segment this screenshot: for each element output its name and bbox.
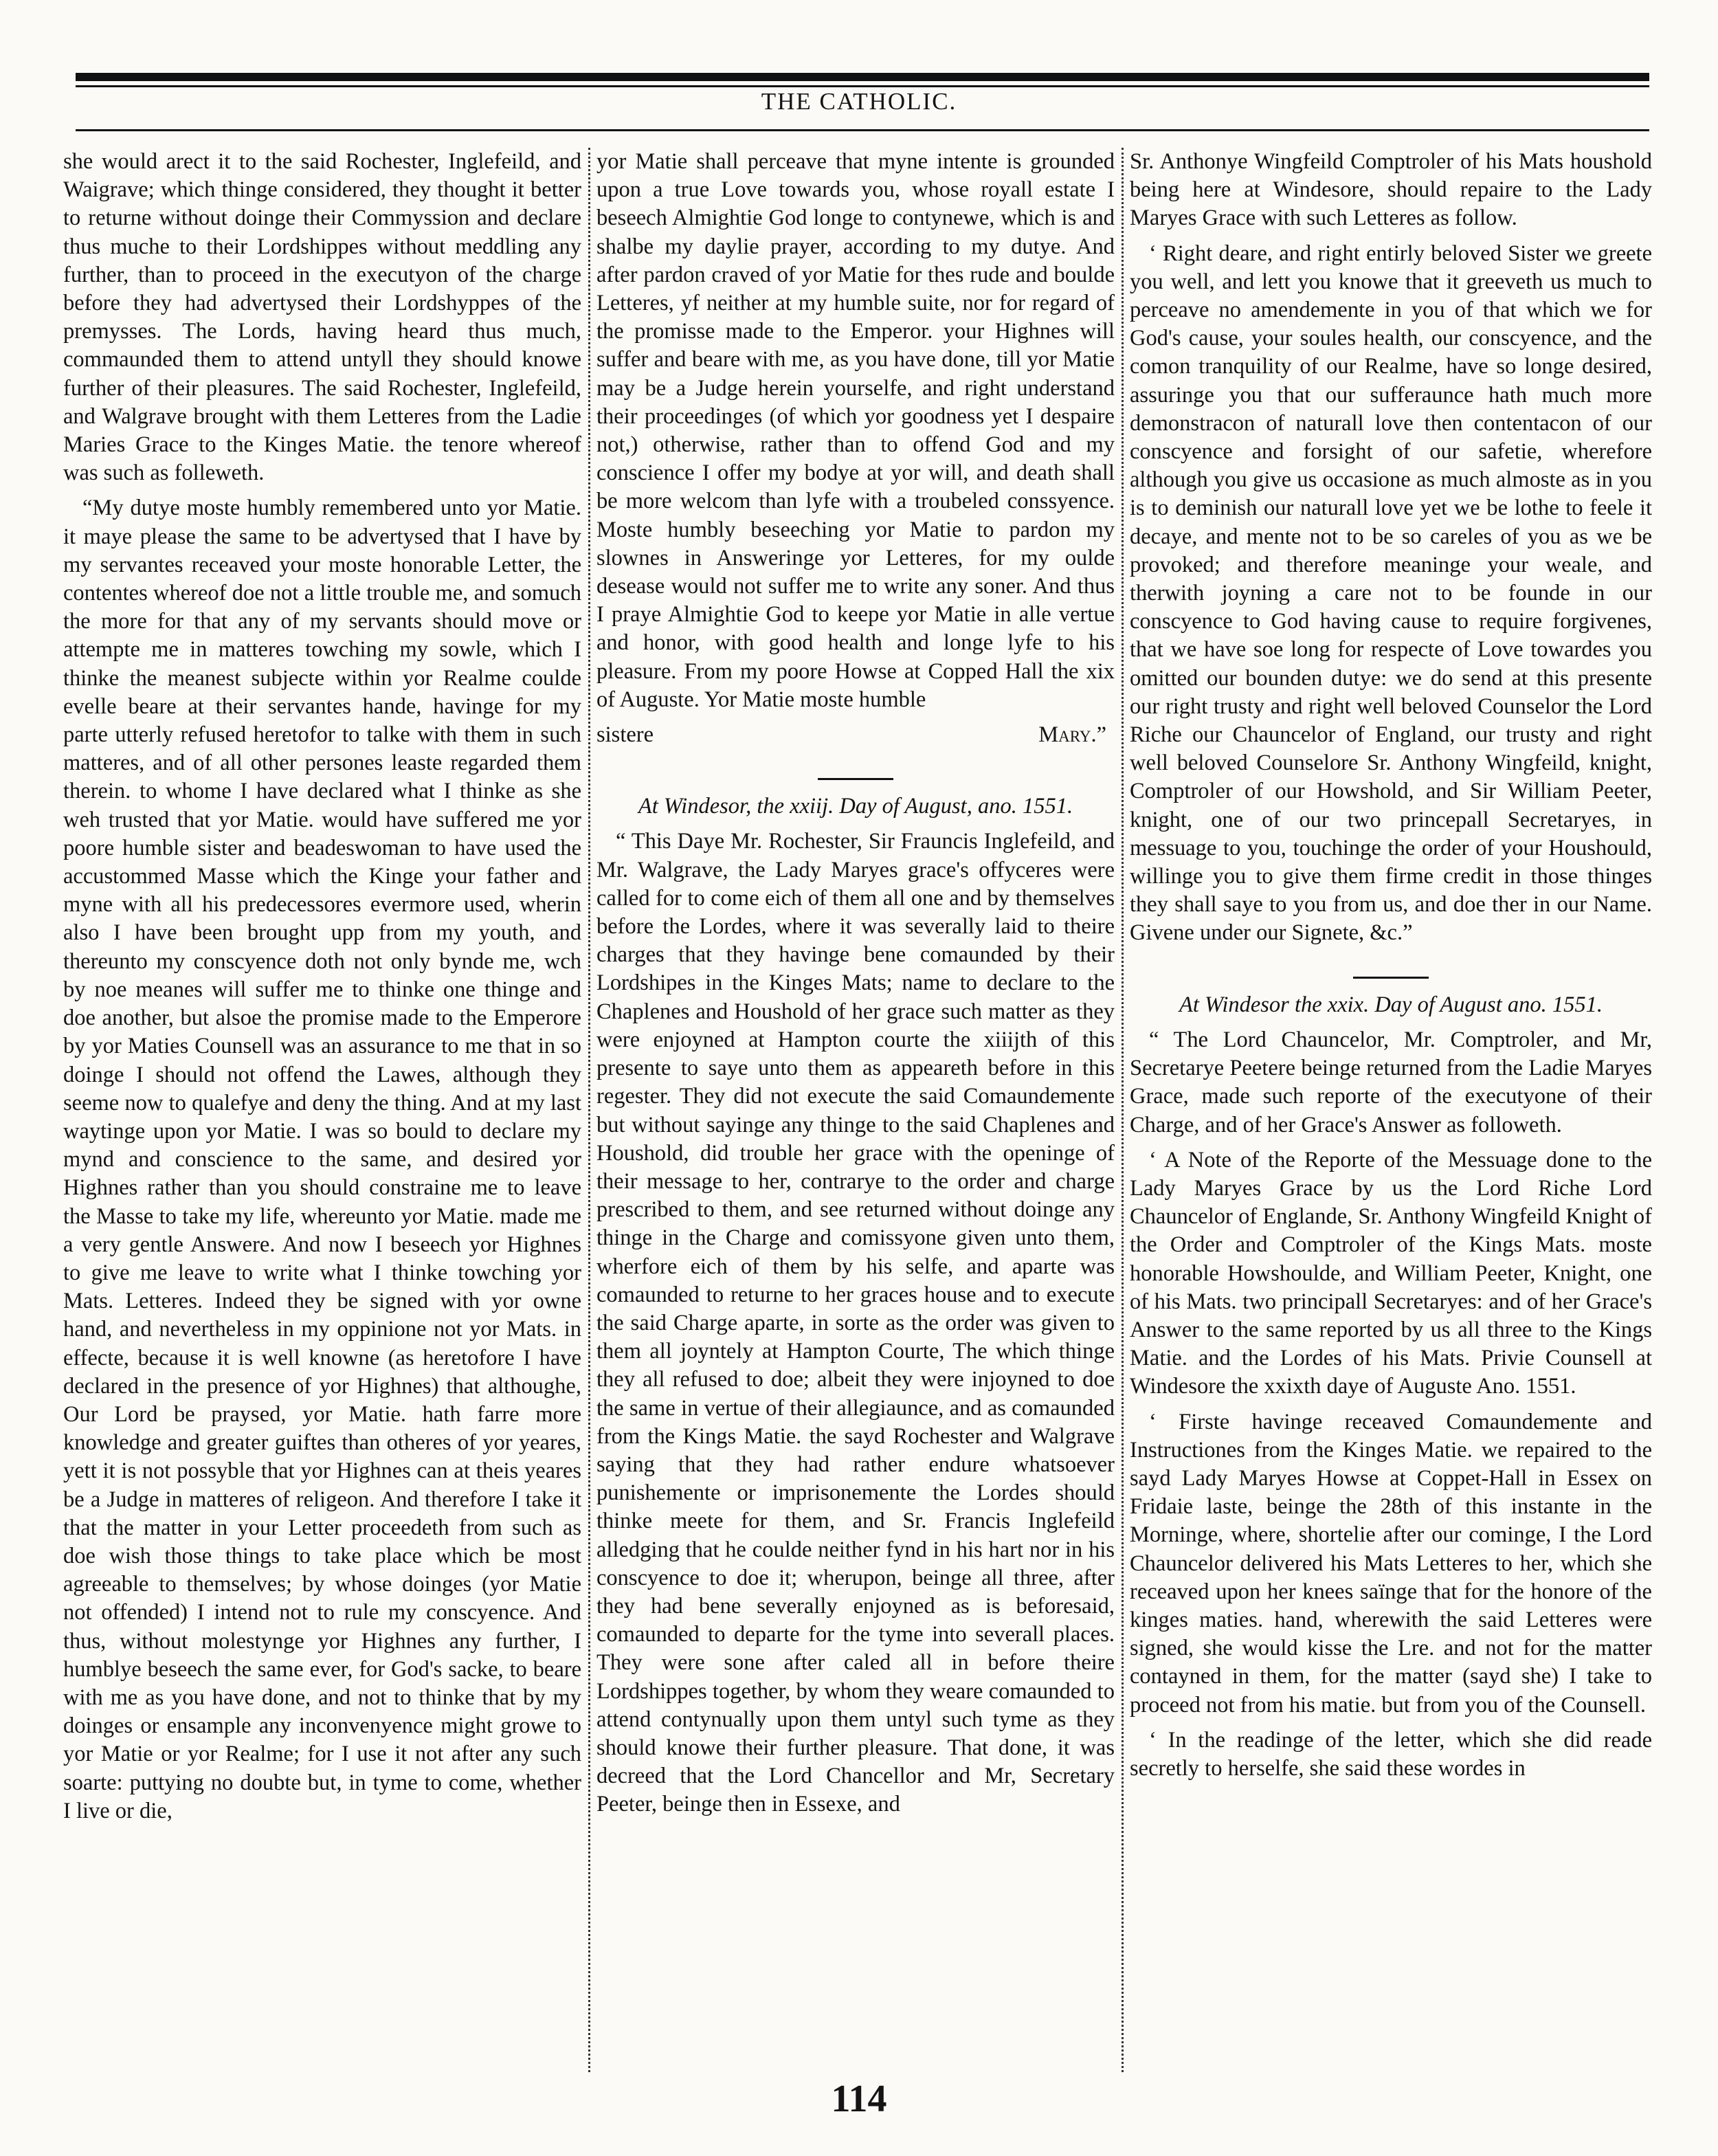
column-divider-2 [1122,148,1124,2072]
running-title: THE CATHOLIC. [761,88,957,115]
column-divider-1 [588,148,590,2072]
letter-paragraph: yor Matie shall perceave that myne intente is grounded upon a true Love towards you, whose royall estate I beseech Almightie God longe to contynewe, which is and shalbe my daylie prayer, according to my dutye. And after pardon craved of yor Matie for thes rude and boulde Letteres, yf neither at my humble suite, nor for regard of the promisse made to the Emperor. your Highnes will suffer and beare with me, as you have done, till yor Matie may be a Judge herein yourselfe, and right understand their proceedinges (of which yor goodness yet I despaire not,) otherwise, rather than to offend God and my conscience I offer my bodye at yor will, and death shall be more welcom than lyfe with a troubeled conssyence. Moste humbly beseeching yor Matie to pardon my slownes in Answeringe yor Letteres, for my oulde desease would not suffer me to write any soner. And thus I praye Almightie God to keepe yor Matie in alle vertue and honor, with good health and longe lyfe to his pleasure. From my poore Howse at Copped Hall the xix of Auguste. Yor Matie moste humble [596,149,1115,712]
paragraph: ‘ Firste havinge receaved Comaundemente and Instructiones from the Kinges Matie. we repaired to the sayd Lady Maryes Howse at Coppet-Hall in Essex on Fridaie laste, beinge the 28th of this instante in the Morninge, where, shortelie after our cominge, I the Lord Chauncelor delivered his Mats Letteres to her, which she receaved upon her knees saïnge that for the honore of the kinges maties. hand, wherewith the said Letteres were signed, she would kisse the Lre. and not for the matter contayned in them, for the matter (sayd she) I take to proceed not from his matie. but from you of the Counsell. [1130,1409,1652,1718]
letter-signature [596,721,1115,749]
column-3 [1130,148,1652,2127]
masthead-rule-thin [76,85,1649,87]
letter-paragraph: ‘ Right deare, and right entirly beloved Sister we greete you well, and lett you knowe that it greeveth us much to perceave no amendemente in you of that which we for God's cause, your soules health, our conscyence, and the comon tranquility of our Realme, have so longe desired, assuringe you that our sufferaunce hath much more demonstracon of naturall love then contentacon of our conscyence and forsight of our safetie, wherefore although you give us occasione as much almoste as in you is to deminish our naturall love yet we be lothe to feele it decaye, and mente not to be so careles of you as we be provoked; and therefore meaninge your weale, and therwith joyning a care not to be founde in our conscyence to God having cause to require forgivenes, that we have soe long for respecte of Love towardes you omitted our bounden dutye: we do send at this presente our right trusty and right well beloved Counselor the Lord Riche our Chauncelor of England, our trusty and right well beloved Counselore Sr. Anthony Wingfeild, knight, Comptroler of our Howshold, and Sir William Peeter, knight, one of our two princepall Secretaryes, in messuage to you, touchinge the order of your Houshould, willinge you to give them firme credit in those thinges they shall saye to you from us, and doe ther in our Name. Givene under our Signete, &c.” [1130,241,1652,946]
column-2 [596,148,1115,2127]
masthead-rule-thick [76,73,1649,81]
section-divider [1353,977,1429,979]
dateline: At Windesor, the xxiij. Day of August, ano. 1551. [638,794,1073,819]
letter-paragraph: “My dutye moste humbly remembered unto yor Matie. it maye please the same to be advertysed that I have by my servantes receaved your moste honorable Letter, the contentes whereof doe not a little trouble me, and somuch the more for that any of my servants should move or attempte me in matteres towching my sowle, which I thinke the meanest subjecte within yor Realme coulde evelle beare at their servantes hande, havinge for my parte utterly refused heretofor to talke with them in such matteres, and of all other persones leaste regarded them therein. to whome I have declared what I thinke as she weh trusted that yor Matie. would have suffered me yor poore humble sister and beadeswoman to have used the accustommed Masse which the Kinge your father and myne with all his predecessores evermore used, wherin also I have been brought upp from my youth, and thereunto my conscyence doth not only bynde me, wch by noe meanes will suffer me to thinke one thinge and doe another, but alsoe the promise made to the Emperore by yor Maties Counsell was an assurance to me that in so doinge I should not offend the Lawes, although they seeme now to qualefye and deny the thing. And at my last waytinge upon yor Matie. I was so bould to declare my mynd and conscience to the same, and desired yor Highnes rather than you should constraine me to leave the Masse to take my life, whereunto yor Matie. made me a very gentle Answere. And now I beseech yor Highnes to give me leave to write what I thinke towching yor Mats. Letteres. Indeed they be signed with yor owne hand, and nevertheless in my oppinione not yor Mats. in effecte, because it is well knowne (as heretofore I have declared in the presence of yor Highnes) that althoughe, Our Lord be praysed, yor Matie. hath farre more knowledge and greater guiftes than otheres of yor yeares, yett it is not possyble that yor Highnes can at theis yeares be a Judge in matteres of religeon. And therefore I take it that the matter in your Letter proceedeth from such as doe wish those things to take place which be most agreeable to themselves; by whose doinges (yor Matie not offended) I intend not to rule my conscyence. And thus, without molestynge yor Highnes any further, I humblye beseech the same ever, for God's sacke, to beare with me as you have done, and not to thinke that by my doinges or ensample any inconvenyence might growe to yor Matie or yor Realme; for I use it not after any such soarte: puttying no doubte but, in tyme to come, whether I live or die, [63,496,581,1823]
paragraph: she would arect it to the said Rochester, Inglefeild, and Waigrave; which thinge considered, they thought it better to returne without doinge their Commyssion and declare thus muche to their Lordshippes without meddling any further, than to proceed in the executyon of the charge before they had advertysed their Lordshyppes of the premysses. The Lords, having heard thus much, commaunded them to attend untyll they should knowe further of their pleasures. The said Rochester, Inglefeild, and Walgrave brought with them Letteres from the Ladie Maries Grace to the Kinges Matie. the tenore whereof was such as folleweth. [63,149,581,486]
header-underline [76,129,1649,131]
paragraph: ‘ A Note of the Reporte of the Messuage done to the Lady Maryes Grace by us the Lord Riche Lord Chauncelor of Englande, Sr. Anthony Wingfeild Knight of the Order and Comptroler of the Kings Mats. moste honorable Howshoulde, and William Peeter, Knight, one of his Mats. two principall Secretaryes: and of her Grace's Answer to the same reported by us all three to the Kings Matie. and the Lordes of his Mats. Privie Counsell at Windesore the xxixth daye of Auguste Ano. 1551. [1130,1147,1652,1399]
column-1 [63,148,581,2127]
dateline: At Windesor the xxix. Day of August ano. 1551. [1179,992,1603,1017]
section-divider [818,778,893,780]
page-number: 114 [831,2078,887,2120]
paragraph: ‘ In the readinge of the letter, which she did reade secretly to herselfe, she said these wordes in [1130,1727,1652,1781]
paragraph: Sr. Anthonye Wingfeild Comptroler of his Mats houshold being here at Windesore, should repaire to the Lady Maryes Grace with such Letteres as follow. [1130,149,1652,231]
signature-name: Mary.” [1038,722,1106,748]
paragraph: “ This Daye Mr. Rochester, Sir Frauncis Inglefeild, and Mr. Walgrave, the Lady Maryes grace's offyceres were called for to come eich of them all one and by themselves before the Lordes, where it was severally laid to theire charges that they havinge bene comaunded by their Lordshipes in the Kinges Mats; name to declare to the Chaplenes and Houshold of her grace such matter as they were enjoyned at Hampton courte the xiiijth of this presente to saye unto them as appeareth before in this regester. They did not execute the said Comaundemente but without sayinge any thinge to the said Chaplenes and Houshold, did trouble her grace with the openinge of their message to her, contrarye to the order and charge prescribed to them, and see returned without doinge any thinge in the Charge and comissyone given unto them, wherfore eich of them by his selfe, and aparte was comaunded to returne to her graces house and to execute the said Charge aparte, in sorte as the order was given to them all joyntely at Hampton Courte, The which thinge they all refused to doe; albeit they were injoyned to doe the same in vertue of their allegiaunce, and as comaunded from the Kings Matie. the sayd Rochester and Walgrave saying that they had rather endure whatsoever punishemente or imprisonemente the Lordes should thinke meete for them, and Sr. Francis Inglefeild alledging that he coulde neither fynd in his hart nor in his conscyence to doe it; wherupon, beinge all three, after they had bene severally enjoyned as is beforesaid, comaunded to departe for the tyme into severall places. They were sone after caled all in before theire Lordshippes together, by whom they weare comaunded to attend contynually upon them untyl such tyme as they should knowe their further pleasure. That done, it was decreed that the Lord Chancellor and Mr, Secretary Peeter, beinge then in Essexe, and [596,829,1115,1817]
signature-closing: sistere [596,722,654,748]
paragraph: “ The Lord Chauncelor, Mr. Comptroler, and Mr, Secretarye Peetere beinge returned from the Ladie Maryes Grace, made such reporte of the executyone of their Charge, and of her Grace's Answer as followeth. [1130,1027,1652,1137]
